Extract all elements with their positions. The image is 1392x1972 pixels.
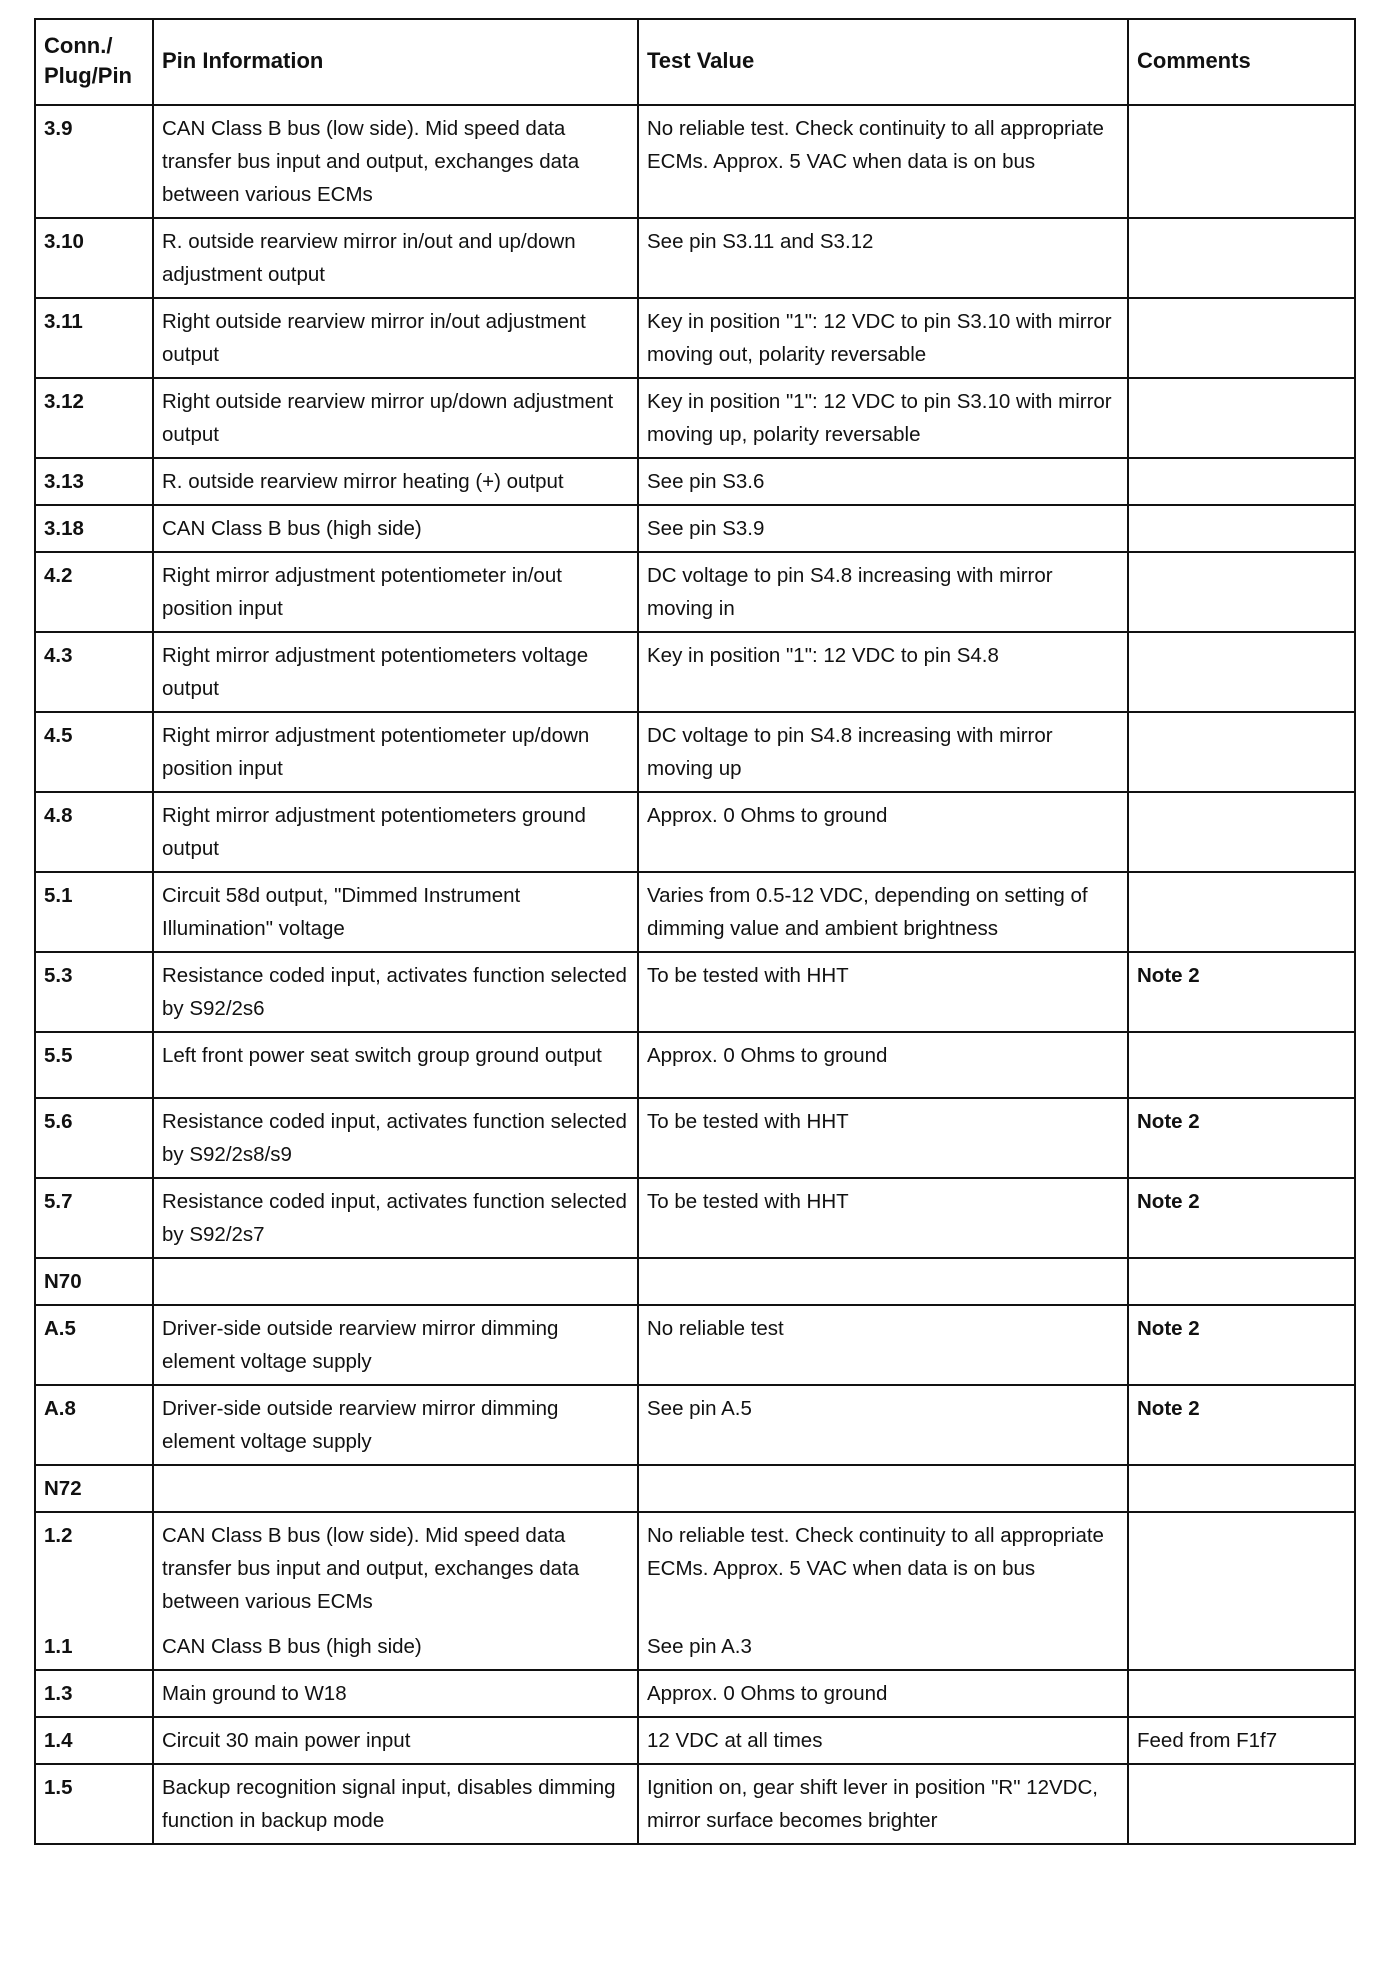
comment-cell [1128, 1764, 1355, 1844]
pin-info-cell: Circuit 58d output, "Dimmed Instrument Illumination" voltage [153, 872, 638, 952]
pin-cell: 5.7 [35, 1178, 153, 1258]
test-value-cell: Ignition on, gear shift lever in position "R" 12VDC, mirror surface becomes brighter [638, 1764, 1128, 1844]
pin-cell: N72 [35, 1465, 153, 1512]
pin-info-cell: CAN Class B bus (high side) [153, 505, 638, 552]
pin-cell: N70 [35, 1258, 153, 1305]
test-value-cell: 12 VDC at all times [638, 1717, 1128, 1764]
test-value-cell: To be tested with HHT [638, 1178, 1128, 1258]
pin-cell: 4.2 [35, 552, 153, 632]
test-value-cell: Approx. 0 Ohms to ground [638, 1670, 1128, 1717]
pin-info-cell: Right mirror adjustment potentiometers ground output [153, 792, 638, 872]
comment-cell [1128, 872, 1355, 952]
comment-cell [1128, 632, 1355, 712]
test-value-cell: See pin S3.6 [638, 458, 1128, 505]
comment-cell [1128, 1465, 1355, 1512]
test-value-cell: See pin S3.11 and S3.12 [638, 218, 1128, 298]
pin-cell: 1.4 [35, 1717, 153, 1764]
test-value-cell: See pin A.5 [638, 1385, 1128, 1465]
test-value-cell: Key in position "1": 12 VDC to pin S4.8 [638, 632, 1128, 712]
comment-cell [1128, 105, 1355, 218]
pin-cell: 1.2 [35, 1512, 153, 1624]
table-row [35, 1512, 1355, 1624]
comment-cell [1128, 458, 1355, 505]
header-comments: Comments [1128, 19, 1355, 105]
header-test-value: Test Value [638, 19, 1128, 105]
comment-cell: Note 2 [1128, 952, 1355, 1032]
pin-information-table [34, 18, 1356, 1845]
table-row [35, 458, 1355, 505]
pin-cell: A.5 [35, 1305, 153, 1385]
pin-cell: 4.3 [35, 632, 153, 712]
comment-cell [1128, 218, 1355, 298]
test-value-cell: No reliable test [638, 1305, 1128, 1385]
table-row [35, 952, 1355, 1032]
table-row [35, 1032, 1355, 1098]
comment-cell: Note 2 [1128, 1385, 1355, 1465]
pin-cell: 3.18 [35, 505, 153, 552]
pin-cell: 4.8 [35, 792, 153, 872]
pin-cell: 4.5 [35, 712, 153, 792]
comment-cell [1128, 1258, 1355, 1305]
table-row [35, 1764, 1355, 1844]
table-row [35, 1670, 1355, 1717]
pin-info-cell: Resistance coded input, activates function selected by S92/2s7 [153, 1178, 638, 1258]
test-value-cell: To be tested with HHT [638, 1098, 1128, 1178]
comment-cell [1128, 1032, 1355, 1098]
table-row [35, 1465, 1355, 1512]
table-row [35, 552, 1355, 632]
comment-cell [1128, 298, 1355, 378]
header-pin-information: Pin Information [153, 19, 638, 105]
table-row [35, 1385, 1355, 1465]
comment-cell [1128, 1670, 1355, 1717]
comment-cell: Note 2 [1128, 1178, 1355, 1258]
comment-cell [1128, 712, 1355, 792]
pin-info-cell: Left front power seat switch group ground output [153, 1032, 638, 1098]
table-row [35, 1098, 1355, 1178]
comment-cell: Feed from F1f7 [1128, 1717, 1355, 1764]
pin-cell: 3.10 [35, 218, 153, 298]
pin-info-cell: CAN Class B bus (low side). Mid speed data transfer bus input and output, exchanges data between various ECMs [153, 105, 638, 218]
test-value-cell [638, 1465, 1128, 1512]
pin-cell: 1.1 [35, 1624, 153, 1670]
pin-info-cell: Right mirror adjustment potentiometers voltage output [153, 632, 638, 712]
pin-cell: 1.5 [35, 1764, 153, 1844]
pin-cell: A.8 [35, 1385, 153, 1465]
pin-info-cell: Driver-side outside rearview mirror dimming element voltage supply [153, 1385, 638, 1465]
table-row [35, 378, 1355, 458]
test-value-cell: DC voltage to pin S4.8 increasing with mirror moving up [638, 712, 1128, 792]
pin-info-cell: Right outside rearview mirror up/down adjustment output [153, 378, 638, 458]
table-row [35, 1624, 1355, 1670]
pin-cell: 5.6 [35, 1098, 153, 1178]
pin-cell: 3.9 [35, 105, 153, 218]
pin-table-page [34, 18, 1354, 1845]
pin-info-cell: Resistance coded input, activates function selected by S92/2s8/s9 [153, 1098, 638, 1178]
pin-info-cell: CAN Class B bus (high side) [153, 1624, 638, 1670]
table-row [35, 218, 1355, 298]
table-row [35, 1305, 1355, 1385]
table-row [35, 1178, 1355, 1258]
table-row [35, 105, 1355, 218]
table-header-row [35, 19, 1355, 105]
pin-cell: 5.1 [35, 872, 153, 952]
pin-cell: 3.13 [35, 458, 153, 505]
pin-info-cell: CAN Class B bus (low side). Mid speed data transfer bus input and output, exchanges data between various ECMs [153, 1512, 638, 1624]
pin-info-cell: Driver-side outside rearview mirror dimming element voltage supply [153, 1305, 638, 1385]
pin-info-cell: Right mirror adjustment potentiometer in/out position input [153, 552, 638, 632]
table-row [35, 872, 1355, 952]
pin-info-cell: Right outside rearview mirror in/out adjustment output [153, 298, 638, 378]
pin-cell: 3.11 [35, 298, 153, 378]
pin-info-cell: Circuit 30 main power input [153, 1717, 638, 1764]
table-row [35, 1258, 1355, 1305]
pin-info-cell: Resistance coded input, activates function selected by S92/2s6 [153, 952, 638, 1032]
test-value-cell: Approx. 0 Ohms to ground [638, 792, 1128, 872]
test-value-cell: Approx. 0 Ohms to ground [638, 1032, 1128, 1098]
comment-cell [1128, 378, 1355, 458]
comment-cell [1128, 792, 1355, 872]
test-value-cell: DC voltage to pin S4.8 increasing with mirror moving in [638, 552, 1128, 632]
test-value-cell: No reliable test. Check continuity to all appropriate ECMs. Approx. 5 VAC when data is on bus [638, 1512, 1128, 1624]
table-row [35, 1717, 1355, 1764]
comment-cell: Note 2 [1128, 1305, 1355, 1385]
test-value-cell: Varies from 0.5-12 VDC, depending on setting of dimming value and ambient brightness [638, 872, 1128, 952]
pin-info-cell: Right mirror adjustment potentiometer up/down position input [153, 712, 638, 792]
table-row [35, 632, 1355, 712]
table-row [35, 712, 1355, 792]
pin-info-cell [153, 1465, 638, 1512]
pin-cell: 3.12 [35, 378, 153, 458]
pin-cell: 5.5 [35, 1032, 153, 1098]
pin-info-cell: Main ground to W18 [153, 1670, 638, 1717]
test-value-cell: To be tested with HHT [638, 952, 1128, 1032]
pin-info-cell: R. outside rearview mirror heating (+) output [153, 458, 638, 505]
comment-cell [1128, 505, 1355, 552]
pin-info-cell [153, 1258, 638, 1305]
comment-cell [1128, 552, 1355, 632]
test-value-cell: No reliable test. Check continuity to all appropriate ECMs. Approx. 5 VAC when data is on bus [638, 105, 1128, 218]
pin-info-cell: R. outside rearview mirror in/out and up/down adjustment output [153, 218, 638, 298]
table-row [35, 792, 1355, 872]
test-value-cell [638, 1258, 1128, 1305]
table-row [35, 505, 1355, 552]
test-value-cell: Key in position "1": 12 VDC to pin S3.10 with mirror moving out, polarity reversable [638, 298, 1128, 378]
test-value-cell: See pin A.3 [638, 1624, 1128, 1670]
pin-cell: 5.3 [35, 952, 153, 1032]
comment-cell: Note 2 [1128, 1098, 1355, 1178]
comment-cell [1128, 1512, 1355, 1624]
test-value-cell: See pin S3.9 [638, 505, 1128, 552]
comment-cell [1128, 1624, 1355, 1670]
table-row [35, 298, 1355, 378]
test-value-cell: Key in position "1": 12 VDC to pin S3.10 with mirror moving up, polarity reversable [638, 378, 1128, 458]
header-conn-plug-pin: Conn./ Plug/Pin [35, 19, 153, 105]
pin-cell: 1.3 [35, 1670, 153, 1717]
pin-info-cell: Backup recognition signal input, disables dimming function in backup mode [153, 1764, 638, 1844]
